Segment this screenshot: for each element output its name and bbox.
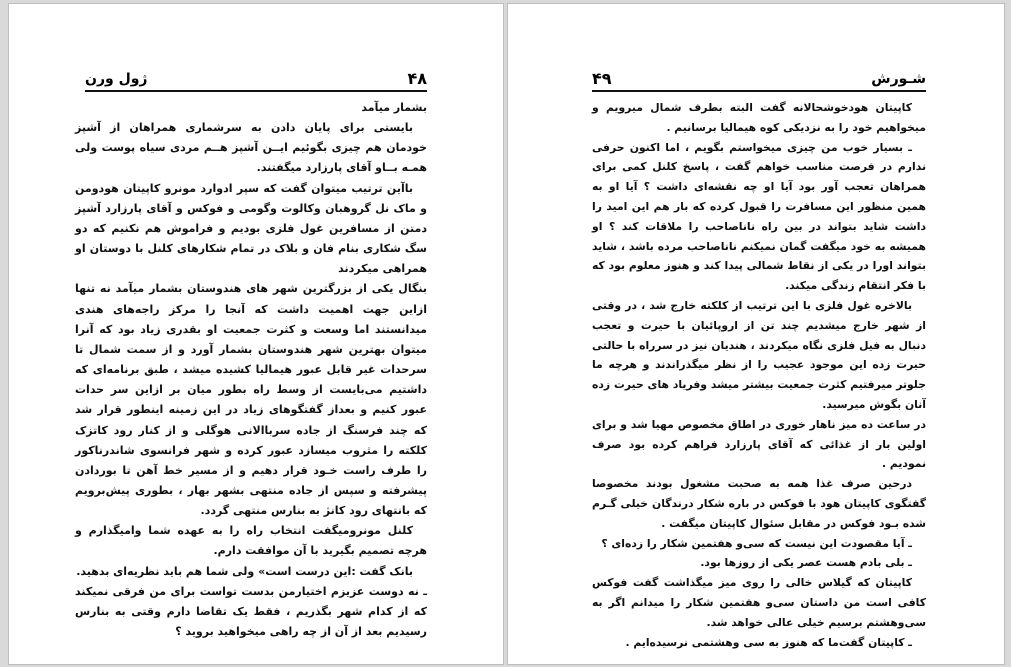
right-page <box>508 4 1004 664</box>
page-number: ۴۸ <box>407 69 427 88</box>
paragraph: ـ آیا مقصودت این نیست که سی‌و هفتمین شکار را زده‌ای ؟ <box>601 536 912 550</box>
paragraph: ـ نه دوست عزیزم اختیارمن بدست تواست برای من فرقی نمیکند که از کدام شهر بگذریم ، فقط یک تقاضا دارم وقتی به بنارس رسیدیم بعد از آن از چه راهی میخواهید بروید ؟ <box>75 584 427 639</box>
right-page-body <box>592 98 926 652</box>
right-page-header <box>592 62 926 92</box>
left-page-header <box>85 62 427 92</box>
paragraph: بنگال یکی از بزرگترین شهر های هندوستان بشمار میآمد نه تنها ازاین جهت اهمیت داشت که آنجا را مرکز راجه‌های هندی میدانستند اما وسعت و کثرت جمعیت او بقدری زیاد بود که آنرا میتوان بهترین شهر هندوستان بشمار آورد و از سمت شمال تا سرحدات غیر قابل عبور هیمالیا کشیده میشد ، طبق برنامه‌ای که داشتیم می‌بایست از وسط راه بطور میان بر ازاین سر حدات عبور کنیم و بعداز گفتگوهای زیاد در این زمینه اینطور قرار شد که چند فرسنگ از جاده سرباالانی هوگلی و از کنار رود کاتزک کلکته را مثروب میسازد عبور کرده و شهر فرانسوی شاندرناکور را طرف راست خـود قرار دهیم و از مسیر خط آهن تا بوردادن پیشرفته و سپس از جاده منتهی بشهر بهار ، بطوری پیش‌برویم که بانتهای رود کانژ به بنارس منتهی گردد. <box>75 282 427 518</box>
left-page-body <box>75 98 427 642</box>
paragraph: در ساعت ده میز ناهار خوری در اطاق مخصوص مهیا شد و برای اولین بار از غذائی که آقای پارزارد فراهم کرده بود صرف نمودیم . <box>592 417 926 471</box>
paragraph: بالاخره غول فلزی با این ترتیب از کلکته خارج شد ، در وقتی از شهر خارج میشدیم چند تن از اروپائیان با حیرت و تعجب دنبال به فیل فلزی نگاه میکردند ، هندیان نیز در سرراه با حالتی حیرت زده این موجود عجیب را از نظر میگذراندند و هرچه ما جلوتر میرفتیم کثرت جمعیت بیشتر میشد وفریاد های حیرت زده آنان بگوش میرسید. <box>592 298 926 411</box>
paragraph: کلنل مونرومیگفت انتخاب راه را به عهده شما وامیگذارم و هرچه تصمیم بگیرید با آن موافقت دارم. <box>75 524 427 558</box>
paragraph: ـ بلی بادم هست عصر یکی از روزها بود. <box>700 556 912 570</box>
paragraph: ـ بسیار خوب من چیزی میخواستم بگویم ، اما اکنون حرفی ندارم در فرصت مناسب خواهم گفت ، پاسخ کلنل کمی برای همراهان تعجب آور بود آیا او چه نقشه‌ای داشت ؟ آیا او به همین منظور این مسافرت را قبول کرده که بار هم این امید را داشت شاید بتواند در بین راه ناناصاحب را ملاقات کند ؟ او همیشه به خود میگفت گمان نمیکنم ناناصاحب مرده باشد ، شاید بتواند اورا در یکی از نقاط شمالی پیدا کند و هنوز معلوم بود که با فکر انتقام زندگی میکند. <box>592 140 926 293</box>
paragraph: درحین صرف غذا همه به صحبت مشغول بودند مخصوصا گفتگوی کاپیتان هود با فوکس در باره شکار درندگان خیلی گـرم شده بـود فوکس در مقابل سئوال کاپیتان میگفت . <box>592 477 926 530</box>
page-number: ۴۹ <box>592 69 612 88</box>
paragraph: کاپیتان هودخوشحالانه گفت البته بطرف شمال میرویم و میخواهیم خود را به نزدیکی کوه هیمالیا برسانیم . <box>592 101 926 134</box>
paragraph: بشمار میآمد <box>361 101 427 114</box>
paragraph: کاپیتان که گیلاس خالی را روی میز میگذاشت گفت فوکس کافی است من داستان سی‌و هفتمین شکار را میدانم اگر به سی‌وهشتم برسیم خیلی عالی خواهد شد. <box>592 576 926 629</box>
paragraph: ـ کاپیتان گفت‌ما که هنوز به سی وهشتمی نرسیده‌ایم . <box>625 635 912 649</box>
running-title: شـورش <box>871 71 926 87</box>
paragraph: بانک گفت :این درست است» ولی شما هم باید نظریه‌ای بدهید. <box>76 564 413 578</box>
paragraph: باآین ترتیب میتوان گفت که سپر ادوارد مونرو کاپیتان هودومن و ماک نل گروهبان وکالوت وگومی و فوکس و آقای پارزارد آشپز دمتن از مسافرین غول فلزی بودیم و فراموش هم نکنیم که دو سگ شکاری بنام فان و بلاک در تمام شکارهای کلنل با دوستان او همراهی میکردند <box>75 181 427 276</box>
running-title: ژول ورن <box>85 71 148 87</box>
paragraph: بایستی برای پایان دادن به سرشماری همراهان از آشپز خودمان هم چیزی بگوئیم ایــن آشپز هــم مردی سیاه پوست ولی همـه بــاو آقای پارزارد میگفتند. <box>75 121 427 175</box>
left-page <box>9 4 503 664</box>
